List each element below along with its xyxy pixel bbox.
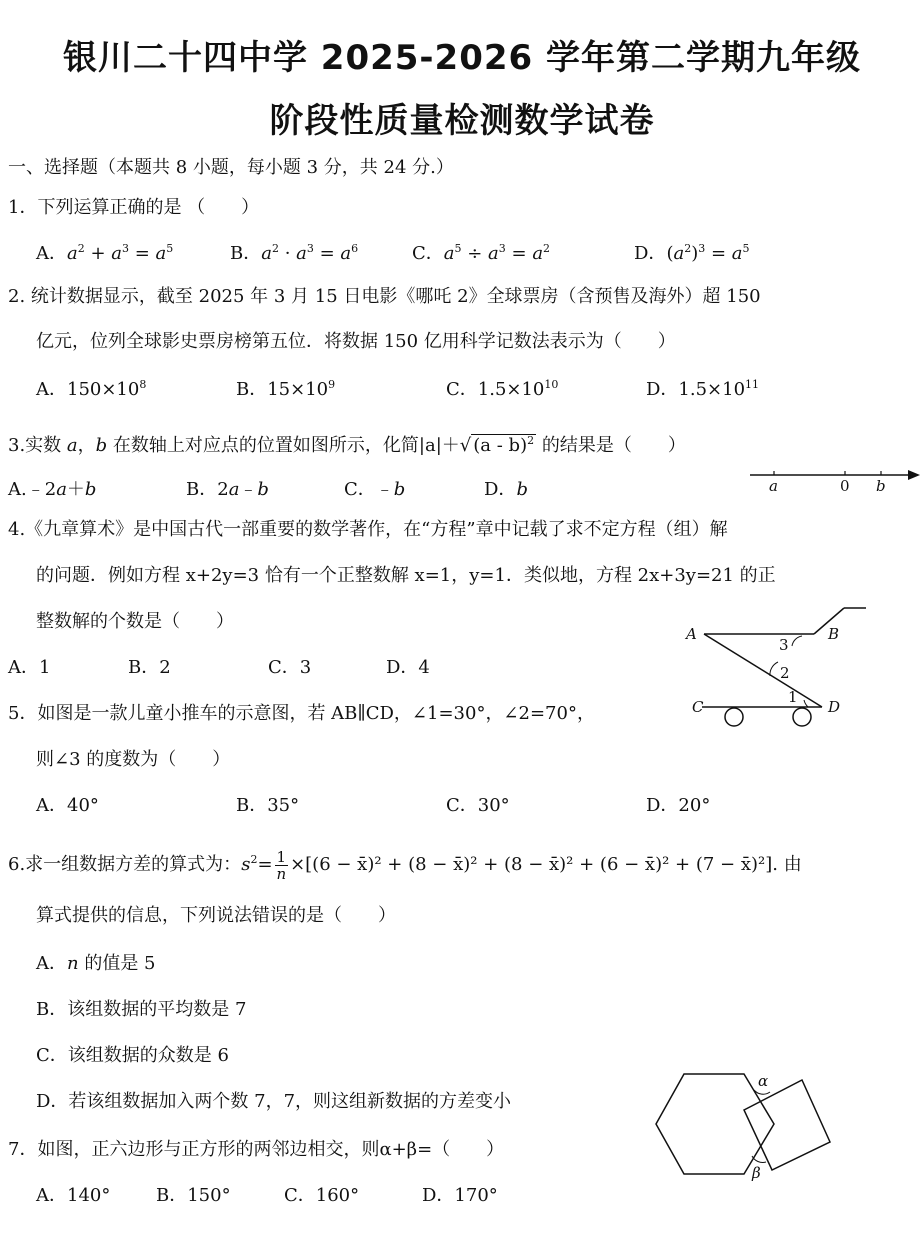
q1-stem: 1．下列运算正确的是 （ ） <box>8 197 260 218</box>
stroller-angle-3: 3 <box>779 636 789 654</box>
q2-line1: 2. 统计数据显示，截至 2025 年 3 月 15 日电影《哪吒 2》全球票房（含预售及海外）超 150 <box>8 286 761 307</box>
q5-line1: 5．如图是一款儿童小推车的示意图，若 AB∥CD，∠1=30°，∠2=70°， <box>8 703 595 724</box>
number-line-label-0: 0 <box>840 477 850 495</box>
q3-option-d: D．b <box>484 479 528 500</box>
q2-option-d: D．$1.5\times 10^{11}$ <box>646 378 760 400</box>
q4-line2: 的问题．例如方程 x+2y=3 恰有一个正整数解 x=1，y=1．类似地，方程 2x+3y=21 的正 <box>36 565 776 586</box>
q4-option-c: C．3 <box>268 657 312 678</box>
q6-option-b: B．该组数据的平均数是 7 <box>36 999 247 1020</box>
stroller-figure <box>684 604 868 732</box>
exam-title-line1: 银川二十四中学 2025-2026 学年第二学期九年级 <box>62 38 862 78</box>
q6-option-a: A．n 的值是 5 <box>36 953 156 974</box>
number-line-figure <box>750 460 920 500</box>
q2-option-a: A．$150\times 10^8$ <box>36 378 147 400</box>
q3-stem: 3.实数 a，b 在数轴上对应点的位置如图所示，化简|a|＋√ (a - b)$^2$ 的结果是（ ） <box>8 434 686 456</box>
q7-stem: 7．如图，正六边形与正方形的两邻边相交，则α+β=（ ） <box>8 1139 505 1160</box>
number-line-label-a: a <box>769 477 778 495</box>
q6-line1: 6.求一组数据方差的算式为：$s^2=$ $\frac{1}{n}$ ×[(6 − x̄)² + (8 − x̄)² + (8 − x̄)² + (6 − x̄)² + (7 − x̄)²]. 由 <box>8 847 802 883</box>
hexagon-square-figure <box>652 1066 838 1182</box>
q5-option-c: C．30° <box>446 795 510 816</box>
q2-line2: 亿元，位列全球影史票房榜第五位．将数据 150 亿用科学记数法表示为（ ） <box>36 331 676 352</box>
number-line-label-b: b <box>876 477 886 495</box>
q6-option-c: C．该组数据的众数是 6 <box>36 1045 229 1066</box>
q1-option-d: D．$(a^2)^3 = a^5$ <box>634 242 750 264</box>
q2-option-b: B．$15\times 10^9$ <box>236 378 336 400</box>
q4-option-a: A．1 <box>8 657 51 678</box>
stroller-angle-2: 2 <box>780 664 790 682</box>
section-heading: 一、选择题（本题共 8 小题，每小题 3 分，共 24 分.） <box>8 157 454 178</box>
q6-option-d: D．若该组数据加入两个数 7，7，则这组新数据的方差变小 <box>36 1091 512 1112</box>
figure-alpha-label: α <box>758 1072 769 1090</box>
q4-line3: 整数解的个数是（ ） <box>36 611 234 632</box>
q7-option-a: A．140° <box>36 1185 111 1206</box>
q5-option-d: D．20° <box>646 795 711 816</box>
q1-option-c: C．$a^5 \div a^3 = a^2$ <box>412 242 551 264</box>
q5-option-a: A．40° <box>36 795 99 816</box>
stroller-label-a: A <box>686 625 697 643</box>
q4-option-b: B．2 <box>128 657 171 678</box>
q4-line1: 4.《九章算术》是中国古代一部重要的数学著作，在“方程”章中记载了求不定方程（组）解 <box>8 519 728 540</box>
q5-option-b: B．35° <box>236 795 300 816</box>
figure-beta-label: β <box>752 1164 761 1182</box>
q7-option-b: B．150° <box>156 1185 231 1206</box>
q3-option-a: A.﹣2a＋b <box>8 479 97 500</box>
exam-title-line2: 阶段性质量检测数学试卷 <box>269 101 655 141</box>
q3-option-b: B．2a﹣b <box>186 479 269 500</box>
q1-option-a: A．$a^2 + a^3 = a^5$ <box>36 242 174 264</box>
stroller-label-d: D <box>828 698 841 716</box>
q1-option-b: B．$a^2 \cdot a^3 = a^6$ <box>230 242 359 264</box>
q2-option-c: C．$1.5\times 10^{10}$ <box>446 378 559 400</box>
stroller-label-c: C <box>692 698 704 716</box>
stroller-label-b: B <box>828 625 840 643</box>
q6-line2: 算式提供的信息，下列说法错误的是（ ） <box>36 905 396 926</box>
q5-line2: 则∠3 的度数为（ ） <box>36 749 231 770</box>
q7-option-c: C．160° <box>284 1185 360 1206</box>
q3-option-c: C．﹣b <box>344 479 406 500</box>
stroller-angle-1: 1 <box>788 688 798 706</box>
q4-option-d: D．4 <box>386 657 430 678</box>
q7-option-d: D．170° <box>422 1185 498 1206</box>
